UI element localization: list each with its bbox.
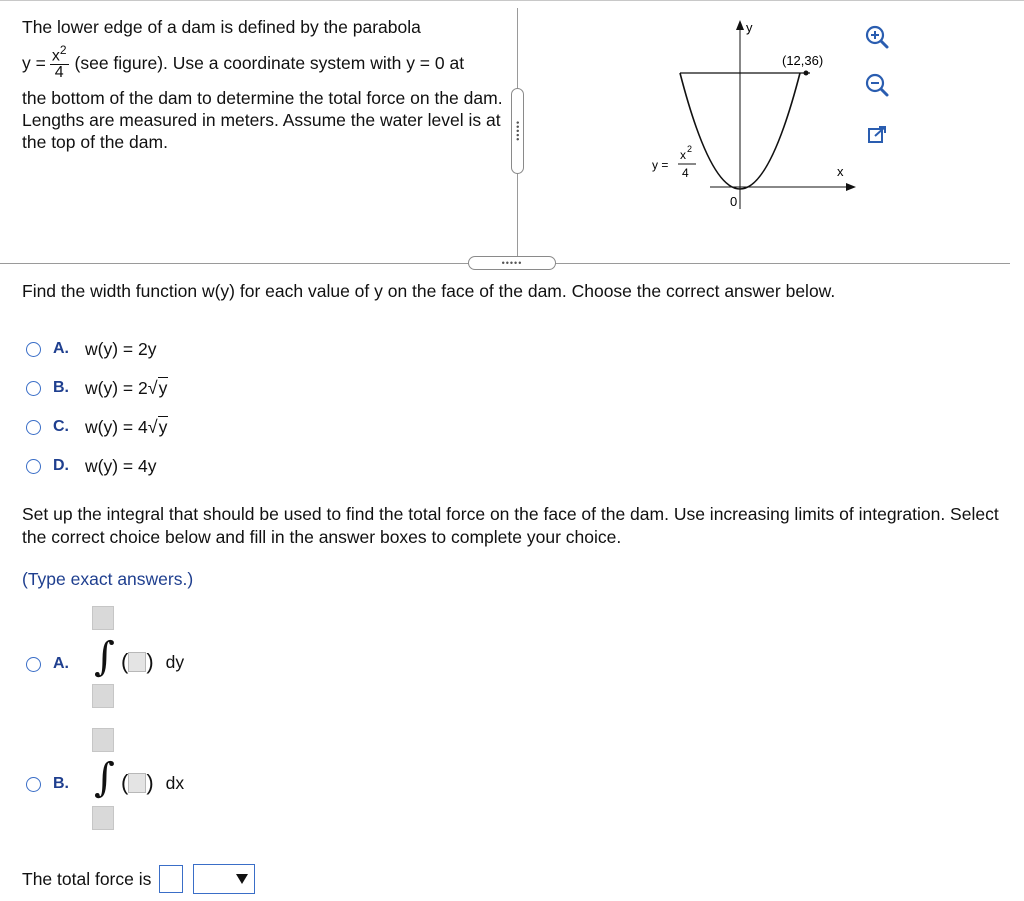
y-axis-arrow-icon <box>736 20 744 30</box>
close-paren: ) <box>146 770 154 795</box>
problem-line-1: The lower edge of a dam is defined by the parabola <box>22 17 421 37</box>
total-force-label: The total force is <box>22 868 152 889</box>
popout-icon <box>866 124 888 146</box>
option-letter: C. <box>53 418 69 435</box>
part1-options <box>26 336 168 479</box>
figure-eq-numerator: x <box>680 148 686 162</box>
upper-limit-input[interactable] <box>92 606 114 630</box>
integral-option-a-radio[interactable] <box>26 655 85 673</box>
integrand-group <box>121 649 184 675</box>
sqrt-expression: √y <box>147 377 168 398</box>
figure-eq-lhs: y = <box>652 158 669 172</box>
option-letter: B. <box>53 379 69 396</box>
option-text: w(y) = 4y <box>85 455 157 476</box>
differential: dx <box>165 772 185 793</box>
radicand: y <box>158 377 168 398</box>
option-a-width[interactable] <box>26 336 168 362</box>
popout-button[interactable] <box>862 120 892 150</box>
total-force-row <box>22 864 255 894</box>
y-axis-label: y <box>746 20 753 35</box>
radio-button[interactable] <box>26 420 41 435</box>
origin-label: 0 <box>730 194 738 209</box>
integrand-group <box>121 770 184 796</box>
integral-sign: ∫ <box>94 634 115 680</box>
figure-eq-exponent: 2 <box>687 144 693 154</box>
x-axis-arrow-icon <box>846 183 856 191</box>
integral-sign: ∫ <box>94 755 115 801</box>
figure-eq-denominator: 4 <box>682 166 689 180</box>
equation-denominator: 4 <box>54 64 64 82</box>
zoom-out-button[interactable] <box>862 70 892 100</box>
differential: dy <box>165 651 185 672</box>
upper-limit-input[interactable] <box>92 728 114 752</box>
zoom-in-icon <box>864 24 890 50</box>
zoom-in-button[interactable] <box>862 22 892 52</box>
top-divider <box>0 0 1024 1</box>
problem-line-3: the bottom of the dam to determine the total force on the dam. Lengths are measured in meters. Assume the water level is at the top of the dam. <box>22 88 503 153</box>
part2-prompt: Set up the integral that should be used to find the total force on the face of the dam. Use increasing limits of integration. Select the correct choice below and fill in the answer boxes to complete your choice. <box>22 504 999 547</box>
option-letter: A. <box>53 340 69 357</box>
option-letter: A. <box>53 655 69 672</box>
problem-line-2: (see figure). Use a coordinate system with y = 0 at <box>74 52 465 73</box>
option-letter: B. <box>53 775 69 792</box>
horizontal-grip-dots: ••••• <box>501 258 523 268</box>
option-prefix: w(y) = 4 <box>85 416 148 437</box>
units-dropdown[interactable] <box>193 864 255 894</box>
option-text: w(y) = 2y <box>85 338 157 359</box>
zoom-out-icon <box>864 72 890 98</box>
radio-button[interactable] <box>26 342 41 357</box>
equation-exponent: 2 <box>59 43 67 57</box>
option-prefix: w(y) = 2 <box>85 377 148 398</box>
option-b-width[interactable] <box>26 375 168 401</box>
close-paren: ) <box>146 649 154 674</box>
radio-button[interactable] <box>26 459 41 474</box>
part1-prompt: Find the width function w(y) for each value of y on the face of the dam. Choose the correct answer below. <box>22 281 836 301</box>
dropdown-arrow-icon <box>235 872 249 886</box>
option-c-width[interactable] <box>26 414 168 440</box>
x-axis-label: x <box>837 164 844 179</box>
point-label: (12,36) <box>782 53 824 68</box>
total-force-input[interactable] <box>159 865 183 893</box>
radicand: y <box>158 416 168 437</box>
point-marker <box>804 71 809 76</box>
equation-fraction <box>50 44 69 81</box>
parabola-figure <box>640 14 870 214</box>
vertical-grip-dots: ••••• <box>512 120 523 142</box>
equation-numerator: x <box>51 47 60 65</box>
lower-limit-input[interactable] <box>92 806 114 830</box>
integrand-input[interactable] <box>128 773 146 793</box>
radio-button[interactable] <box>26 777 41 792</box>
option-d-width[interactable] <box>26 453 168 479</box>
vertical-splitter-handle[interactable] <box>511 88 524 174</box>
radio-button[interactable] <box>26 381 41 396</box>
open-paren: ( <box>121 649 129 674</box>
radio-button[interactable] <box>26 657 41 672</box>
option-letter: D. <box>53 457 69 474</box>
horizontal-splitter-handle[interactable] <box>468 256 556 270</box>
problem-statement <box>22 16 512 153</box>
part2-hint: (Type exact answers.) <box>22 569 194 589</box>
integral-option-b-radio[interactable] <box>26 775 85 793</box>
lower-limit-input[interactable] <box>92 684 114 708</box>
problem-equation-line <box>22 44 512 81</box>
open-paren: ( <box>121 770 129 795</box>
integrand-input[interactable] <box>128 652 146 672</box>
equation-lhs: y = <box>22 52 46 73</box>
sqrt-expression: √y <box>147 416 168 437</box>
